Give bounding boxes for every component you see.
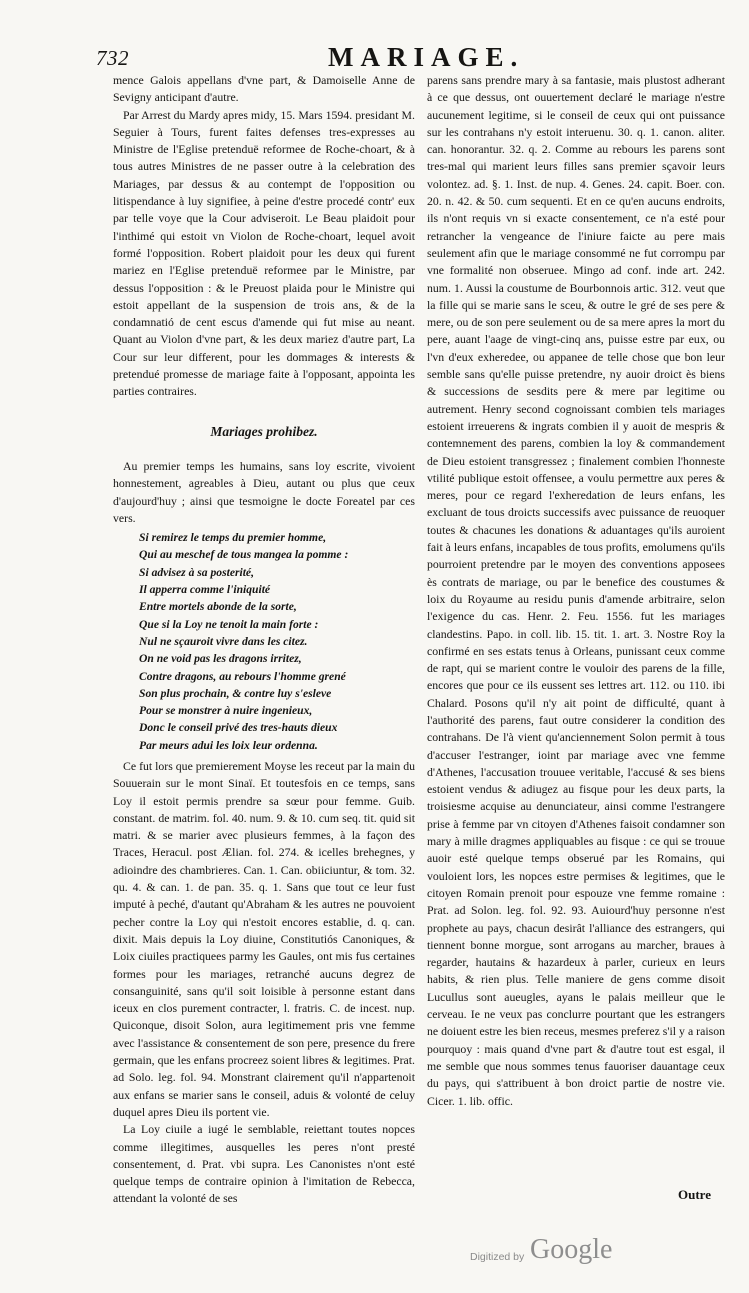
paragraph: mence Galois appellans d'vne part, & Damoiselle Anne de Sevigny anticipant d'autre. — [113, 73, 415, 105]
verse-block — [139, 529, 415, 754]
verse-line: Son plus prochain, & contre luy s'esleve — [139, 686, 332, 700]
running-title: MARIAGE. — [328, 42, 525, 72]
verse-line: Contre dragons, au rebours l'homme grené — [139, 669, 346, 683]
verse-line: Par meurs adui les loix leur ordenna. — [139, 738, 318, 752]
section-heading: Mariages prohibez. — [210, 423, 318, 439]
verse-line: Il apperra comme l'iniquité — [139, 583, 271, 597]
paragraph: La Loy ciuile a iugé le semblable, reiettant toutes nopces comme illegitimes, ausquelles les peres n'ont presté consentement, d. Prat. vbi supra. Les Canonistes n'ont esté quelque temps de contraire opinion à l'imitation de Rebecca, attendant la volonté de ses — [113, 1122, 415, 1206]
verse-line: Entre mortels abonde de la sorte, — [139, 600, 297, 614]
paragraph: Par Arrest du Mardy apres midy, 15. Mars 1594. presidant M. Seguier à Tours, furent faites defenses tres-expresses au Ministre de l'Eglise pretenduë reformee de Roche-choart, & à tous autres Ministres de ne passer outre à la celebration des Mariages, par dessus & au contempt de l'opposition ou litispendance à luy signifiee, à peine d'estre procedé contr' eux par telle voye que la Cour adviseroit. Le Beau plaidoit pour l'inthimé qui estoit vn Violon de Roche-choart, lequel avoit formé l'opposition. Robert plaidoit pour les deux qui furent mariez en l'Eglise pretenduë reformee par le Ministre, par dessus l'opposition : & le Preuost plaida pour le Ministre qui estoit appellant de la suspension de trois ans, & de la condamnatió de cent escus d'amende qui fut mise au neant. Quant au Violon d'vne part, & les deux mariez d'autre part, La Cour sur leur different, pour les dommages & interests & pretendué promesse de mariage faite à l'opposant, appointa les parties contraires. — [113, 107, 415, 399]
paragraph: Ce fut lors que premierement Moyse les receut par la main du Souuerain sur le mont Sinaï. Et toutesfois en ce temps, sans Loy il estoit permis prendre sa sœur pour femme. Guib. constant. de matrim. fol. 40. num. 9. & 10. cum seq. tit. quid sit matri. & se marier avec plusieurs femmes, à la façon des Traces, Heracul. post Ælian. fol. 274. & icelles brehegnes, y adioindre des chambrieres. Can. 1. Can. obiiciuntur, & tom. 32. qu. 4. & can. 1. de pan. 35. q. 1. Sans que tout ce leur fust imputé à peché, d'autant qu'Abraham & les autres ne pouvoient pecher contre la Loy qui n'estoit encores establie, d. q. can. dixit. Mais depuis la Loy diuine, Constitutiós Canoniques, & Loix ciuiles practiquees parmy les Gaules, ont mis fus certaines formes pour les mariages, retranché aucuns degrez de consanguinité, sans qu'il soit loisible à personne estant dans iceux en clos purement contracter, l. fratris. C. de incest. nup. Quiconque, disoit Solon, aura legitimement pris vne femme avec l'assistance & consentement de son pere, presence du frere germain, que les enfans procreez soient libres & legitimes. Prat. ad Solo. leg. fol. 94. Monstrant clairement qu'il n'appartenoit aux enfans se marier sans le conseil, aduis & volonté de celuy duquel apres Dieu ils portent vie. — [113, 758, 415, 1119]
verse-line: Pour se monstrer à nuire ingenieux, — [139, 704, 313, 718]
verse-line: Que si la Loy ne tenoit la main forte : — [139, 617, 319, 631]
verse-line: On ne void pas les dragons irritez, — [139, 652, 302, 666]
right-column — [427, 72, 725, 1187]
left-column — [113, 72, 415, 1206]
verse-line: Si remirez le temps du premier homme, — [139, 531, 327, 545]
paragraph: parens sans prendre mary à sa fantasie, mais plustost adherant à ce que dessus, ont ouuertement declaré le mariage n'estre aucunement legitime, si le conseil de ceux qui ont puissance sur les contrahans n'y estoit interuenu. 30. q. 1. canon. aliter. can. honorantur. 32. q. 2. Comme au rebours les parens sont tres-mal qui marient leurs filles sans premier sçavoir leurs volontez. ad. §. 1. Inst. de nup. 4. Genes. 24. capit. Boer. con. 20. n. 42. & 50. cum sequenti. Et en ce qu'en aucuns endroits, ils n'ont requis vn si exacte consentement, ce n'a esté pour retrancher la vengeance de l'iniure faicte au pere mais seulement afin que le mariage consommé ne fut corrompu par vne formalité non obseruee. Mingo ad conf. inde art. 242. num. 1. Aussi la coustume de Bourbonnois artic. 312. veut que la fille qui se marie sans le sceu, & outre le gré de ses pere & mere, ou de son pere seulement ou de sa mere apres la mort du pere, auant l'aage de vingt-cinq ans, puisse estre par eux, ou l'vn d'eux exheredee, ou appanee de telle chose que bon leur semble sans qu'elle puisse pretendre, ny auoir droict ès biens & successions de sesdits pere & mere par legitime ou autrement. Henry second cognoissant combien tels mariages estoient irreuerens & ingrats combien il y auoit de mespris & contemnement des parens, combien la loy & commandement de Dieu estoient transgressez ; finalement combien l'honneste vtilité publique estoit offensee, a voulu permettre aux peres & meres, pour ce regard l'exheredation de leurs enfans, les excluant de tous droicts successifs avec puissance de reuoquer toutes & chacunes les donations & aduantages qu'ils auroient fait à leurs enfans, incapables de tous profits, emolumens qu'ils pourroient pretendre par le moyen des conventions apposees ès contrats de mariage, ou par le benefice des coustumes & loix du Royaume au residu punis d'amende arbitraire, selon l'exigence du cas. Henr. 2. Feu. 1556. fut les mariages clandestins. Papo. in coll. lib. 15. tit. 1. art. 3. Nostre Roy la confirmé en ses estats tenus à Orleans, punissant ceux comme de rapt, qui se marient contre le vouloir des parens de la fille, encores que pour ce ils eussent ses lettres art. 112. ou 110. ibi Chalard. Posons qu'il n'y ait point de difficulté, quant à l'authorité des parens, faut outre considerer la condition des contrahans. De l'à vient qu'anciennement Solon permit à tous d'accuser l'estranger, ioint par mariage avec vne femme d'Athenes, l'accusation trouuee veritable, l'accusé & ses biens estoient vendus & adiugez au fisque pour les deux parts, la troisiesme acquise au denunciateur, ainsi comme l'estrangere prise à femme par vn citoyen d'Athenes faisoit condamner son mary à mille dragmes appliquables au fisque : ce qui se trouue auoir esté quelque temps obserué par les Romains, qui vouloient lors, les nopces estre permises & legitimes, que le citoyen Romain prenoit pour espouze vne femme romaine : Prat. ad Solon. leg. fol. 92. 93. Auiourd'huy personne n'est prophete au pays, chacun desirât l'alliance des estrangers, qui tiennent bonne morgue, sont arrogans au marcher, braues à regarder, hautains & hazardeux à parler, curieux en leurs habits, & rien plus. Telle maniere de gens comme disoit Lucullus sont aueugles, ayans le palais meilleur que le cerveau. Ie ne veux pas conclurre pourtant que les estrangers ne doiuent estre les bien receus, mesmes preferez s'il y a raison pourquoy : mais quand d'vne part & d'autre tout est esgal, il me semble que nous sommes tenus fauoriser dauantage ceux du pays, qui s'attribuent à bon droict partie de nostre vie. Cicer. 1. lib. offic. — [427, 73, 725, 1108]
verse-line: Donc le conseil privé des tres-hauts dieux — [139, 721, 338, 735]
verse-line: Si advisez à sa posterité, — [139, 565, 254, 579]
google-watermark — [470, 1234, 613, 1274]
paragraph: Au premier temps les humains, sans loy escrite, vivoient honnestement, agreables à Dieu, autant ou plus que ceux d'aujourd'huy ; ainsi que tesmoigne le docte Foreatel par ces vers. — [113, 458, 415, 525]
google-logo: Google — [530, 1234, 613, 1265]
verse-line: Qui au meschef de tous mangea la pomme : — [139, 548, 349, 562]
digitized-by-label: Digitized by — [470, 1251, 525, 1263]
catchword: Outre — [678, 1187, 711, 1202]
page-number: 732 — [96, 46, 129, 70]
verse-line: Nul ne sçauroit vivre dans les citez. — [139, 634, 308, 648]
